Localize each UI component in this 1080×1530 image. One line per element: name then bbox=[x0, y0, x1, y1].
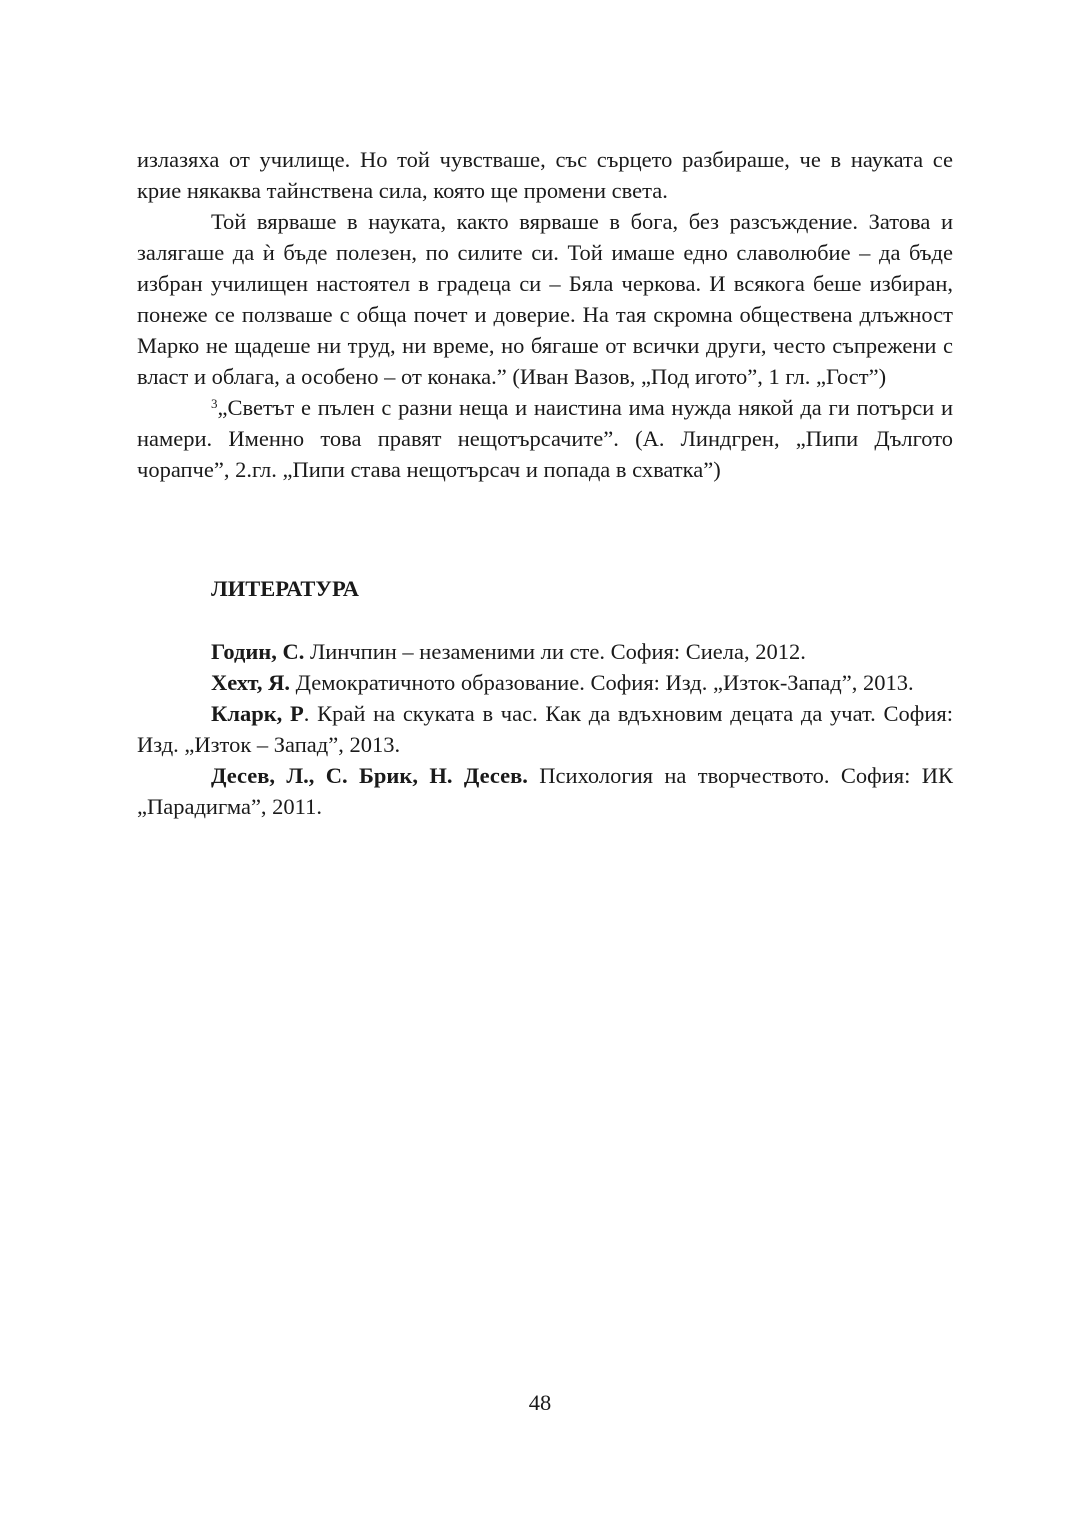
paragraph-continuation: излазяха от училище. Но той чувстваше, със сърцето разбираше, че в науката се крие някаква тайнствена сила, която ще промени света. bbox=[137, 147, 953, 203]
footnote-text: „Светът е пълен с разни неща и наистина има нужда някой да ги потърси и намери. Именно това правят нещотърсачите”. (А. Линдгрен, „Пипи Дългото чорапче”, 2.гл. „Пипи става нещотърсач и попада в схватка”) bbox=[137, 395, 953, 482]
reference-list bbox=[137, 636, 953, 822]
literature-heading: ЛИТЕРАТУРА bbox=[211, 576, 360, 601]
reference-text: Линчпин – незаменими ли сте. София: Сиела, 2012. bbox=[304, 639, 806, 664]
reference-author: Годин, С. bbox=[211, 639, 305, 664]
reference-item bbox=[137, 760, 953, 822]
reference-text: . Край на скуката в час. Как да вдъхновим децата да учат. София: Изд. „Изток – Запад”, 2013. bbox=[137, 701, 953, 757]
reference-author: Десев, Л., С. Брик, Н. Десев. bbox=[211, 763, 528, 788]
paragraph-quote: Той вярваше в науката, както вярваше в бога, без разсъждение. Затова и залягаше да ѝ бъде полезен, по силите си. Той имаше едно славолюбие – да бъде избран училищен настоятел в градеца си – Бяла черкова. И всякога беше избиран, понеже се ползваше с обща почет и доверие. На тая скромна обществена длъжност Марко не щадеше ни труд, ни време, но бягаше от всички други, често съпрежени с власт и облага, а особено – от конака.” (Иван Вазов, „Под игото”, 1 гл. „Гост”) bbox=[137, 209, 953, 389]
reference-item bbox=[137, 636, 953, 667]
page-number: 48 bbox=[528, 1390, 552, 1415]
reference-text: Психология на творчеството. София: ИК „Парадигма”, 2011. bbox=[137, 763, 953, 819]
reference-text: Демократичното образование. София: Изд. „Изток-Запад”, 2013. bbox=[289, 670, 914, 695]
footnote-number: 3 bbox=[211, 396, 218, 411]
reference-item bbox=[137, 667, 953, 698]
reference-item bbox=[137, 698, 953, 760]
body-text bbox=[137, 144, 953, 485]
paragraph-footnote bbox=[137, 392, 953, 485]
reference-author: Хехт, Я. bbox=[211, 670, 290, 695]
reference-author: Кларк, Р bbox=[211, 701, 304, 726]
